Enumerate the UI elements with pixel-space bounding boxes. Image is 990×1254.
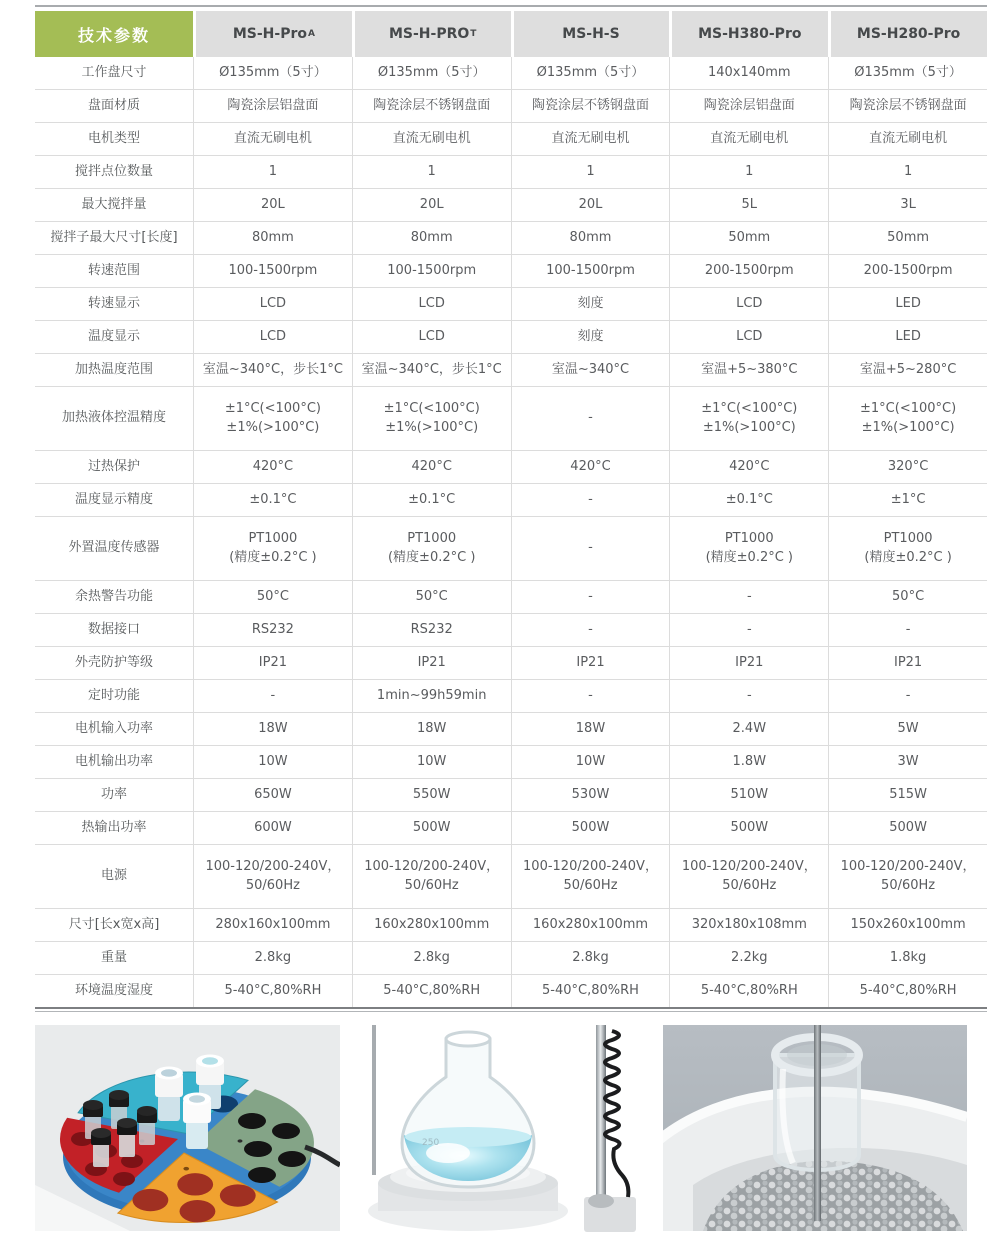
- model-header-2: MS-H-PRO T: [352, 11, 511, 57]
- spec-cell: RS232: [193, 614, 352, 646]
- spec-row-label: 功率: [100, 786, 127, 802]
- spec-cell: 150x260x100mm: [828, 909, 987, 941]
- spec-cell: LED: [828, 321, 987, 353]
- spec-row: [35, 680, 987, 713]
- spec-row: [35, 255, 987, 288]
- spec-row: [35, 812, 987, 845]
- spec-cell: Ø135mm（5寸）: [511, 57, 670, 89]
- spec-cell: 20L: [352, 189, 511, 221]
- spec-cell: 10W: [352, 746, 511, 778]
- spec-row: [35, 451, 987, 484]
- spec-row: [35, 975, 987, 1008]
- spec-row-label: 外置温度传感器: [68, 540, 160, 556]
- spec-cell: 100-120/200-240V， 50/60Hz: [193, 845, 352, 908]
- spec-cell: 80mm: [352, 222, 511, 254]
- spec-cell: 200-1500rpm: [669, 255, 828, 287]
- table-title: 技术参数: [35, 11, 193, 57]
- model-header-3: MS-H-S: [511, 11, 670, 57]
- spec-cell: PT1000 (精度±0.2°C ): [193, 517, 352, 580]
- spec-row: [35, 156, 987, 189]
- spec-cell: 100-1500rpm: [352, 255, 511, 287]
- spec-cell: 420°C: [511, 451, 670, 483]
- spec-cell: 室温~340°C，步长1°C: [193, 354, 352, 386]
- spec-cell: 5W: [828, 713, 987, 745]
- spec-row: [35, 845, 987, 909]
- spec-cell: 1: [511, 156, 670, 188]
- spec-cell: 1.8W: [669, 746, 828, 778]
- spec-row-label: 最大搅拌量: [81, 196, 147, 212]
- spec-cell: -: [511, 614, 670, 646]
- spec-cell: 160x280x100mm: [352, 909, 511, 941]
- spec-cell: 2.8kg: [511, 942, 670, 974]
- spec-cell: 550W: [352, 779, 511, 811]
- spec-cell: 2.4W: [669, 713, 828, 745]
- spec-cell: IP21: [511, 647, 670, 679]
- spec-cell: 1min~99h59min: [352, 680, 511, 712]
- spec-cell: ±0.1°C: [193, 484, 352, 516]
- spec-row-label: 定时功能: [87, 687, 140, 703]
- spec-cell: -: [669, 581, 828, 613]
- spec-cell: 80mm: [511, 222, 670, 254]
- spec-cell: LCD: [352, 321, 511, 353]
- spec-cell: 3W: [828, 746, 987, 778]
- spec-table: [35, 5, 987, 1012]
- spec-row: [35, 387, 987, 451]
- spec-cell: 18W: [352, 713, 511, 745]
- spec-cell: 直流无刷电机: [511, 123, 670, 155]
- spec-row-label: 热输出功率: [81, 819, 147, 835]
- spec-cell: Ø135mm（5寸）: [828, 57, 987, 89]
- spec-row: [35, 942, 987, 975]
- spec-cell: ±0.1°C: [669, 484, 828, 516]
- spec-cell: 280x160x100mm: [193, 909, 352, 941]
- spec-cell: 420°C: [669, 451, 828, 483]
- spec-cell: 600W: [193, 812, 352, 844]
- spec-cell: LCD: [352, 288, 511, 320]
- spec-row: [35, 581, 987, 614]
- spec-cell: 320x180x108mm: [669, 909, 828, 941]
- spec-cell: ±1°C: [828, 484, 987, 516]
- spec-cell: 2.8kg: [193, 942, 352, 974]
- spec-cell: 陶瓷涂层铝盘面: [193, 90, 352, 122]
- spec-cell: 2.8kg: [352, 942, 511, 974]
- spec-cell: 1: [828, 156, 987, 188]
- spec-row: [35, 321, 987, 354]
- spec-cell: IP21: [669, 647, 828, 679]
- svg-text:250: 250: [422, 1138, 440, 1148]
- vial-holder-illustration: [35, 1025, 340, 1231]
- spec-cell: 5-40°C,80%RH: [511, 975, 670, 1007]
- model-header-1: MS-H-Pro A: [193, 11, 352, 57]
- spec-cell: 室温~340°C: [511, 354, 670, 386]
- vessel-beads-illustration: [663, 1025, 967, 1231]
- spec-cell: 530W: [511, 779, 670, 811]
- spec-row: [35, 57, 987, 90]
- spec-row-label: 电机输入功率: [74, 720, 153, 736]
- spec-cell: 陶瓷涂层不锈钢盘面: [828, 90, 987, 122]
- spec-cell: -: [511, 680, 670, 712]
- vessel-with-steel-beads-photo: [663, 1025, 967, 1231]
- spec-cell: 1: [669, 156, 828, 188]
- spec-row-label: 搅拌点位数量: [74, 163, 153, 179]
- spec-cell: 500W: [511, 812, 670, 844]
- spec-cell: 160x280x100mm: [511, 909, 670, 941]
- spec-cell: 1: [193, 156, 352, 188]
- spec-row-label: 加热液体控温精度: [61, 410, 166, 426]
- spec-cell: 室温+5~380°C: [669, 354, 828, 386]
- spec-cell: 陶瓷涂层不锈钢盘面: [511, 90, 670, 122]
- spec-cell: -: [669, 680, 828, 712]
- spec-cell: ±0.1°C: [352, 484, 511, 516]
- spec-cell: 5-40°C,80%RH: [352, 975, 511, 1007]
- spec-row-label: 外壳防护等级: [74, 654, 153, 670]
- spec-cell: 1: [352, 156, 511, 188]
- spec-cell: ±1°C(<100°C) ±1%(>100°C): [828, 387, 987, 450]
- spec-cell: -: [511, 581, 670, 613]
- spec-cell: 3L: [828, 189, 987, 221]
- spec-cell: LCD: [669, 288, 828, 320]
- spec-cell: 刻度: [511, 321, 670, 353]
- spec-row: [35, 189, 987, 222]
- spec-cell: 5-40°C,80%RH: [828, 975, 987, 1007]
- spec-row: [35, 909, 987, 942]
- spec-cell: LED: [828, 288, 987, 320]
- spec-cell: -: [511, 387, 670, 450]
- spec-cell: -: [828, 614, 987, 646]
- spec-row-label: 工作盘尺寸: [81, 64, 147, 80]
- spec-cell: 5-40°C,80%RH: [193, 975, 352, 1007]
- spec-row-label: 转速范围: [87, 262, 140, 278]
- spec-cell: 420°C: [193, 451, 352, 483]
- spec-cell: ±1°C(<100°C) ±1%(>100°C): [669, 387, 828, 450]
- spec-cell: 50mm: [828, 222, 987, 254]
- spec-cell: 18W: [511, 713, 670, 745]
- spec-cell: IP21: [828, 647, 987, 679]
- spec-row: [35, 123, 987, 156]
- spec-row-label: 转速显示: [87, 295, 140, 311]
- spec-cell: -: [828, 680, 987, 712]
- spec-row: [35, 354, 987, 387]
- spec-table-header: [35, 11, 987, 57]
- spec-cell: LCD: [193, 321, 352, 353]
- spec-cell: ±1°C(<100°C) ±1%(>100°C): [352, 387, 511, 450]
- spec-row: [35, 517, 987, 581]
- spec-cell: 50°C: [193, 581, 352, 613]
- table-bottom-rule-light: [35, 1011, 987, 1012]
- spec-row: [35, 90, 987, 123]
- spec-cell: IP21: [352, 647, 511, 679]
- spec-cell: LCD: [193, 288, 352, 320]
- spec-cell: PT1000 (精度±0.2°C ): [828, 517, 987, 580]
- spec-cell: Ø135mm（5寸）: [352, 57, 511, 89]
- spec-cell: 500W: [669, 812, 828, 844]
- spec-cell: LCD: [669, 321, 828, 353]
- spec-row-label: 电机输出功率: [74, 753, 153, 769]
- spec-cell: 5-40°C,80%RH: [669, 975, 828, 1007]
- spec-cell: 420°C: [352, 451, 511, 483]
- spec-cell: PT1000 (精度±0.2°C ): [352, 517, 511, 580]
- spec-cell: 陶瓷涂层铝盘面: [669, 90, 828, 122]
- spec-table-body: [35, 57, 987, 1008]
- spec-cell: 100-120/200-240V， 50/60Hz: [669, 845, 828, 908]
- spec-cell: 50mm: [669, 222, 828, 254]
- spec-row-label: 过热保护: [87, 458, 140, 474]
- spec-row: [35, 288, 987, 321]
- spec-cell: 100-120/200-240V， 50/60Hz: [511, 845, 670, 908]
- spec-cell: 1.8kg: [828, 942, 987, 974]
- spec-cell: 直流无刷电机: [828, 123, 987, 155]
- spec-cell: -: [511, 484, 670, 516]
- spec-cell: 直流无刷电机: [669, 123, 828, 155]
- spec-row-label: 余热警告功能: [74, 588, 153, 604]
- spec-cell: Ø135mm（5寸）: [193, 57, 352, 89]
- spec-cell: PT1000 (精度±0.2°C ): [669, 517, 828, 580]
- spec-row-label: 温度显示精度: [74, 491, 153, 507]
- spec-cell: ±1°C(<100°C) ±1%(>100°C): [193, 387, 352, 450]
- spec-cell: 50°C: [352, 581, 511, 613]
- spec-row: [35, 779, 987, 812]
- spec-row: [35, 713, 987, 746]
- spec-cell: 2.2kg: [669, 942, 828, 974]
- spec-row-label: 搅拌子最大尺寸[长度]: [50, 229, 178, 245]
- spec-row: [35, 746, 987, 779]
- spec-row-label: 重量: [100, 949, 127, 965]
- spec-row-label: 盘面材质: [87, 97, 140, 113]
- spec-cell: 室温+5~280°C: [828, 354, 987, 386]
- table-top-rule: [35, 5, 987, 7]
- spec-cell: -: [669, 614, 828, 646]
- spec-cell: 20L: [193, 189, 352, 221]
- spec-cell: 10W: [511, 746, 670, 778]
- flask-on-magnetic-stirrer-photo: [360, 1025, 650, 1232]
- spec-row: [35, 647, 987, 680]
- model-header-5: MS-H280-Pro: [828, 11, 987, 57]
- spec-row-label: 加热温度范围: [74, 361, 153, 377]
- spec-cell: 陶瓷涂层不锈钢盘面: [352, 90, 511, 122]
- spec-cell: 500W: [828, 812, 987, 844]
- model-superscript: A: [307, 29, 315, 39]
- spec-cell: 刻度: [511, 288, 670, 320]
- spec-cell: 100-1500rpm: [193, 255, 352, 287]
- spec-cell: 10W: [193, 746, 352, 778]
- spec-cell: 650W: [193, 779, 352, 811]
- spec-row-label: 数据接口: [87, 621, 140, 637]
- spec-cell: 320°C: [828, 451, 987, 483]
- spec-cell: 140x140mm: [669, 57, 828, 89]
- spec-cell: 500W: [352, 812, 511, 844]
- spec-row: [35, 484, 987, 517]
- spec-cell: 20L: [511, 189, 670, 221]
- spec-cell: 200-1500rpm: [828, 255, 987, 287]
- spec-row: [35, 614, 987, 647]
- spec-row-label: 尺寸[长x宽x高]: [68, 916, 160, 932]
- spec-cell: 18W: [193, 713, 352, 745]
- spec-cell: 直流无刷电机: [193, 123, 352, 155]
- spec-cell: -: [193, 680, 352, 712]
- spec-cell: 直流无刷电机: [352, 123, 511, 155]
- stand-rod: [372, 1025, 376, 1175]
- spec-cell: 100-1500rpm: [511, 255, 670, 287]
- temperature-probe-rod: [814, 1025, 821, 1221]
- spec-row: [35, 222, 987, 255]
- spec-cell: 100-120/200-240V， 50/60Hz: [352, 845, 511, 908]
- model-header-4: MS-H380-Pro: [669, 11, 828, 57]
- spec-cell: IP21: [193, 647, 352, 679]
- spec-cell: 室温~340°C，步长1°C: [352, 354, 511, 386]
- spec-row-label: 温度显示: [87, 328, 140, 344]
- spec-row-label: 电源: [100, 868, 127, 884]
- spec-cell: 5L: [669, 189, 828, 221]
- spec-cell: 50°C: [828, 581, 987, 613]
- spec-cell: -: [511, 517, 670, 580]
- spec-cell: 100-120/200-240V， 50/60Hz: [828, 845, 987, 908]
- flask-stirrer-illustration: [360, 1025, 650, 1232]
- model-superscript: T: [470, 29, 477, 39]
- table-bottom-rule-dark: [35, 1007, 987, 1009]
- spec-cell: 515W: [828, 779, 987, 811]
- spec-cell: 80mm: [193, 222, 352, 254]
- spec-cell: RS232: [352, 614, 511, 646]
- spec-row-label: 环境温度湿度: [74, 982, 153, 998]
- multi-position-vial-holder-photo: [35, 1025, 340, 1231]
- spec-cell: 510W: [669, 779, 828, 811]
- spec-row-label: 电机类型: [87, 130, 140, 146]
